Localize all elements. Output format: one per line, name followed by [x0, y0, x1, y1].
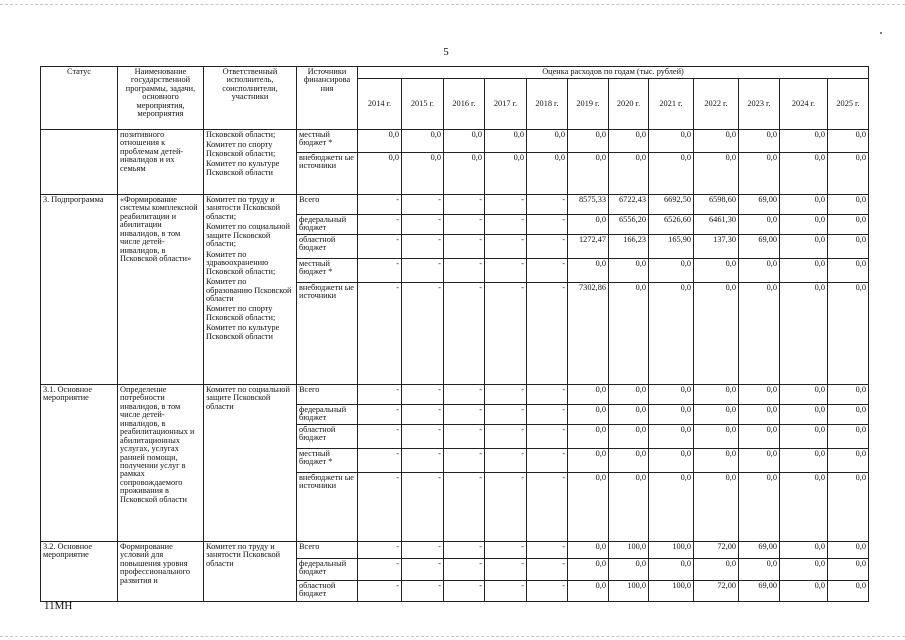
value-cell: 0,0 [828, 234, 869, 258]
value-cell: 0,0 [568, 130, 609, 153]
value-cell: 0,0 [402, 130, 444, 153]
value-cell: 0,0 [694, 448, 739, 472]
funding-source-cell: местный бюджет * [297, 130, 358, 153]
value-cell: 0,0 [694, 404, 739, 424]
value-cell: 0,0 [609, 424, 649, 448]
value-cell: 0,0 [739, 384, 780, 404]
value-cell: - [444, 282, 485, 384]
value-cell: - [485, 195, 527, 215]
value-cell: 0,0 [649, 384, 694, 404]
value-cell: - [444, 234, 485, 258]
value-cell: - [527, 258, 568, 282]
header-source: Источники финансирова ния [297, 67, 358, 130]
value-cell: 0,0 [609, 404, 649, 424]
value-cell: - [358, 424, 402, 448]
value-cell: 0,0 [358, 153, 402, 195]
year-header: 2019 г. [568, 79, 609, 130]
value-cell: 0,0 [568, 448, 609, 472]
value-cell: 0,0 [694, 282, 739, 384]
value-cell: - [358, 384, 402, 404]
value-cell: 69,00 [739, 580, 780, 601]
value-cell: 0,0 [649, 130, 694, 153]
responsible-cell [204, 130, 297, 195]
year-header: 2016 г. [444, 79, 485, 130]
scan-speck [880, 32, 882, 34]
funding-source-cell: областной бюджет [297, 580, 358, 601]
footer-code: 11МН [44, 600, 73, 612]
value-cell: 137,30 [694, 234, 739, 258]
value-cell: - [402, 384, 444, 404]
value-cell: 0,0 [694, 130, 739, 153]
value-cell: - [358, 258, 402, 282]
value-cell: 0,0 [568, 472, 609, 541]
value-cell: 0,0 [780, 282, 828, 384]
value-cell: 0,0 [780, 130, 828, 153]
value-cell: 0,0 [780, 541, 828, 558]
agency-name: Комитет по социальной защите Псковской области; [206, 222, 290, 249]
agency-name: Комитет по образованию Псковской области [206, 277, 292, 303]
value-cell: - [485, 384, 527, 404]
value-cell: 0,0 [485, 130, 527, 153]
agency-name: Псковской области; [206, 130, 276, 139]
funding-source-cell: областной бюджет [297, 234, 358, 258]
value-cell: 6461,30 [694, 215, 739, 235]
value-cell: 0,0 [739, 558, 780, 580]
value-cell: 0,0 [444, 130, 485, 153]
value-cell: 0,0 [358, 130, 402, 153]
value-cell: - [358, 282, 402, 384]
value-cell: - [485, 424, 527, 448]
value-cell: - [358, 580, 402, 601]
value-cell: 6598,60 [694, 195, 739, 215]
value-cell: 72,00 [694, 580, 739, 601]
agency-name: Комитет по культуре Псковской области [206, 323, 280, 341]
value-cell: - [444, 424, 485, 448]
value-cell: 0,0 [828, 404, 869, 424]
value-cell: 0,0 [828, 558, 869, 580]
value-cell: - [358, 472, 402, 541]
funding-source-cell: Всего [297, 195, 358, 215]
value-cell: - [402, 404, 444, 424]
value-cell: - [444, 404, 485, 424]
value-cell: 0,0 [568, 153, 609, 195]
value-cell: - [527, 448, 568, 472]
value-cell: - [485, 215, 527, 235]
agency-name: Комитет по спорту Псковской области; [206, 140, 276, 158]
value-cell: 100,0 [649, 580, 694, 601]
value-cell: 0,0 [780, 153, 828, 195]
value-cell: 0,0 [568, 258, 609, 282]
value-cell: 8575,33 [568, 195, 609, 215]
value-cell: - [485, 404, 527, 424]
value-cell: 0,0 [828, 541, 869, 558]
value-cell: 0,0 [780, 580, 828, 601]
value-cell: - [527, 558, 568, 580]
value-cell: 166,23 [609, 234, 649, 258]
value-cell: - [444, 580, 485, 601]
value-cell: 0,0 [780, 215, 828, 235]
value-cell: - [485, 282, 527, 384]
value-cell: 6556,20 [609, 215, 649, 235]
value-cell: - [485, 258, 527, 282]
funding-source-cell: федеральный бюджет [297, 215, 358, 235]
status-cell [41, 130, 118, 195]
value-cell: 0,0 [828, 258, 869, 282]
value-cell: 0,0 [568, 404, 609, 424]
value-cell: 0,0 [568, 558, 609, 580]
funding-source-cell: Всего [297, 541, 358, 558]
agency-name: Комитет по культуре Псковской области [206, 159, 280, 177]
value-cell: - [358, 195, 402, 215]
value-cell: - [444, 215, 485, 235]
header-responsible: Ответственный исполнитель, соисполнители, участники [204, 67, 297, 130]
agency-name: Комитет по спорту Псковской области; [206, 304, 276, 322]
year-header: 2021 г. [649, 79, 694, 130]
value-cell: 0,0 [527, 130, 568, 153]
value-cell: - [444, 448, 485, 472]
value-cell: 0,0 [649, 282, 694, 384]
status-cell: 3.2. Основное мероприятие [41, 541, 118, 601]
funding-source-cell: федеральный бюджет [297, 404, 358, 424]
table-row [41, 384, 869, 404]
agency-name: Комитет по труду и занятости Псковской области [206, 541, 281, 568]
header-status: Статус [41, 67, 118, 130]
value-cell: 0,0 [444, 153, 485, 195]
value-cell: 0,0 [609, 282, 649, 384]
value-cell: - [358, 448, 402, 472]
value-cell: 0,0 [828, 153, 869, 195]
value-cell: 0,0 [780, 384, 828, 404]
value-cell: 0,0 [649, 558, 694, 580]
program-name-cell: «Формирование системы комплексной реабилитации и абилитации инвалидов, в том числе детей-инвалидов, в Псковской области» [118, 195, 204, 385]
value-cell: - [485, 558, 527, 580]
table-row [41, 130, 869, 153]
program-name-cell: Определение потребности инвалидов, в том числе детей-инвалидов, в реабилитационных и абилитационных услугах, услугах ранней помощи, получении услуг в рамках сопровождаемого проживания в Псковской области [118, 384, 204, 541]
value-cell: 0,0 [828, 282, 869, 384]
value-cell: 0,0 [828, 580, 869, 601]
value-cell: - [485, 234, 527, 258]
table-row [41, 195, 869, 215]
value-cell: - [402, 472, 444, 541]
funding-source-cell: местный бюджет * [297, 258, 358, 282]
value-cell: 0,0 [609, 153, 649, 195]
value-cell: 0,0 [694, 472, 739, 541]
value-cell: 0,0 [694, 384, 739, 404]
year-header: 2018 г. [527, 79, 568, 130]
value-cell: - [444, 472, 485, 541]
value-cell: 72,00 [694, 541, 739, 558]
value-cell: - [444, 384, 485, 404]
value-cell: - [402, 448, 444, 472]
value-cell: - [402, 258, 444, 282]
value-cell: 0,0 [609, 384, 649, 404]
funding-source-cell: областной бюджет [297, 424, 358, 448]
value-cell: 0,0 [568, 215, 609, 235]
value-cell: 0,0 [828, 448, 869, 472]
value-cell: 7302,86 [568, 282, 609, 384]
value-cell: 0,0 [780, 195, 828, 215]
value-cell: 0,0 [739, 130, 780, 153]
year-header: 2024 г. [780, 79, 828, 130]
value-cell: - [444, 195, 485, 215]
value-cell: 0,0 [739, 424, 780, 448]
funding-source-cell: Всего [297, 384, 358, 404]
value-cell: 0,0 [739, 282, 780, 384]
value-cell: 0,0 [780, 404, 828, 424]
header-row-1 [41, 67, 869, 79]
year-header: 2017 г. [485, 79, 527, 130]
value-cell: - [402, 541, 444, 558]
value-cell: 0,0 [739, 153, 780, 195]
value-cell: 69,00 [739, 195, 780, 215]
value-cell: - [402, 424, 444, 448]
value-cell: - [358, 404, 402, 424]
responsible-cell [204, 384, 297, 541]
value-cell: 6722,43 [609, 195, 649, 215]
year-header: 2014 г. [358, 79, 402, 130]
agency-name: Комитет по здравоохранению Псковской области; [206, 249, 276, 276]
value-cell: - [527, 404, 568, 424]
year-header: 2023 г. [739, 79, 780, 130]
program-name-cell: позитивного отношения к проблемам детей-инвалидов и их семьям [118, 130, 204, 195]
value-cell: - [402, 234, 444, 258]
value-cell: 0,0 [609, 558, 649, 580]
value-cell: 0,0 [780, 234, 828, 258]
value-cell: 0,0 [780, 448, 828, 472]
value-cell: 0,0 [780, 424, 828, 448]
responsible-cell [204, 195, 297, 385]
value-cell: 0,0 [739, 448, 780, 472]
value-cell: 0,0 [649, 258, 694, 282]
value-cell: 0,0 [527, 153, 568, 195]
responsible-cell [204, 541, 297, 601]
value-cell: - [444, 541, 485, 558]
value-cell: - [402, 215, 444, 235]
value-cell: 6692,50 [649, 195, 694, 215]
year-header: 2025 г. [828, 79, 869, 130]
value-cell: - [485, 580, 527, 601]
value-cell: - [527, 234, 568, 258]
value-cell: 0,0 [780, 558, 828, 580]
value-cell: - [402, 558, 444, 580]
value-cell: 0,0 [609, 258, 649, 282]
value-cell: - [485, 541, 527, 558]
value-cell: - [444, 258, 485, 282]
year-header: 2022 г. [694, 79, 739, 130]
value-cell: - [527, 195, 568, 215]
value-cell: 0,0 [568, 384, 609, 404]
value-cell: 0,0 [739, 215, 780, 235]
value-cell: 100,0 [609, 580, 649, 601]
value-cell: - [485, 448, 527, 472]
header-estimate: Оценка расходов по годам (тыс. рублей) [358, 67, 869, 79]
status-cell: 3. Подпрограмма [41, 195, 118, 385]
value-cell: 69,00 [739, 541, 780, 558]
value-cell: 0,0 [402, 153, 444, 195]
agency-name: Комитет по труду и занятости Псковской области; [206, 195, 281, 221]
funding-source-cell: внебюджетн ые источники [297, 472, 358, 541]
value-cell: 165,90 [649, 234, 694, 258]
value-cell: - [527, 424, 568, 448]
value-cell: 0,0 [739, 404, 780, 424]
scan-artifact-bottom [0, 636, 905, 637]
value-cell: 0,0 [694, 153, 739, 195]
value-cell: - [402, 282, 444, 384]
value-cell: 0,0 [828, 130, 869, 153]
value-cell: 0,0 [694, 258, 739, 282]
value-cell: 0,0 [609, 472, 649, 541]
funding-source-cell: федеральный бюджет [297, 558, 358, 580]
value-cell: 100,0 [609, 541, 649, 558]
value-cell: 0,0 [828, 424, 869, 448]
value-cell: 69,00 [739, 234, 780, 258]
value-cell: 0,0 [649, 404, 694, 424]
value-cell: - [527, 215, 568, 235]
value-cell: 0,0 [649, 153, 694, 195]
year-header: 2020 г. [609, 79, 649, 130]
value-cell: 0,0 [609, 130, 649, 153]
year-header: 2015 г. [402, 79, 444, 130]
value-cell: - [485, 472, 527, 541]
value-cell: - [444, 558, 485, 580]
value-cell: 6526,60 [649, 215, 694, 235]
agency-name: Комитет по социальной защите Псковской области [206, 384, 290, 411]
value-cell: 0,0 [649, 472, 694, 541]
value-cell: 0,0 [828, 215, 869, 235]
value-cell: 100,0 [649, 541, 694, 558]
value-cell: 0,0 [609, 448, 649, 472]
value-cell: - [402, 195, 444, 215]
value-cell: 0,0 [485, 153, 527, 195]
funding-source-cell: внебюджетн ые источники [297, 153, 358, 195]
value-cell: 0,0 [568, 424, 609, 448]
value-cell: - [358, 234, 402, 258]
value-cell: 0,0 [828, 384, 869, 404]
status-cell: 3.1. Основное мероприятие [41, 384, 118, 541]
value-cell: - [358, 558, 402, 580]
value-cell: - [527, 384, 568, 404]
value-cell: - [527, 472, 568, 541]
page-number: 5 [443, 46, 449, 58]
value-cell: - [358, 215, 402, 235]
funding-source-cell: внебюджетн ые источники [297, 282, 358, 384]
funding-source-cell: местный бюджет * [297, 448, 358, 472]
value-cell: 0,0 [694, 424, 739, 448]
value-cell: - [527, 282, 568, 384]
value-cell: - [527, 541, 568, 558]
value-cell: - [402, 580, 444, 601]
value-cell: 0,0 [739, 258, 780, 282]
value-cell: 0,0 [649, 424, 694, 448]
value-cell: 0,0 [780, 472, 828, 541]
value-cell: 0,0 [828, 195, 869, 215]
header-name: Наименование государственной программы, задачи, основного мероприятия, мероприятия [118, 67, 204, 130]
value-cell: 0,0 [828, 472, 869, 541]
value-cell: 0,0 [649, 448, 694, 472]
value-cell: - [358, 541, 402, 558]
program-name-cell: Формирование условий для повышения уровня профессионального развития и [118, 541, 204, 601]
value-cell: 0,0 [568, 541, 609, 558]
value-cell: 1272,47 [568, 234, 609, 258]
value-cell: 0,0 [780, 258, 828, 282]
value-cell: 0,0 [694, 558, 739, 580]
value-cell: 0,0 [568, 580, 609, 601]
value-cell: - [527, 580, 568, 601]
expenditure-table [40, 66, 869, 602]
value-cell: 0,0 [739, 472, 780, 541]
table-row [41, 541, 869, 558]
scan-artifact-top [0, 4, 905, 5]
